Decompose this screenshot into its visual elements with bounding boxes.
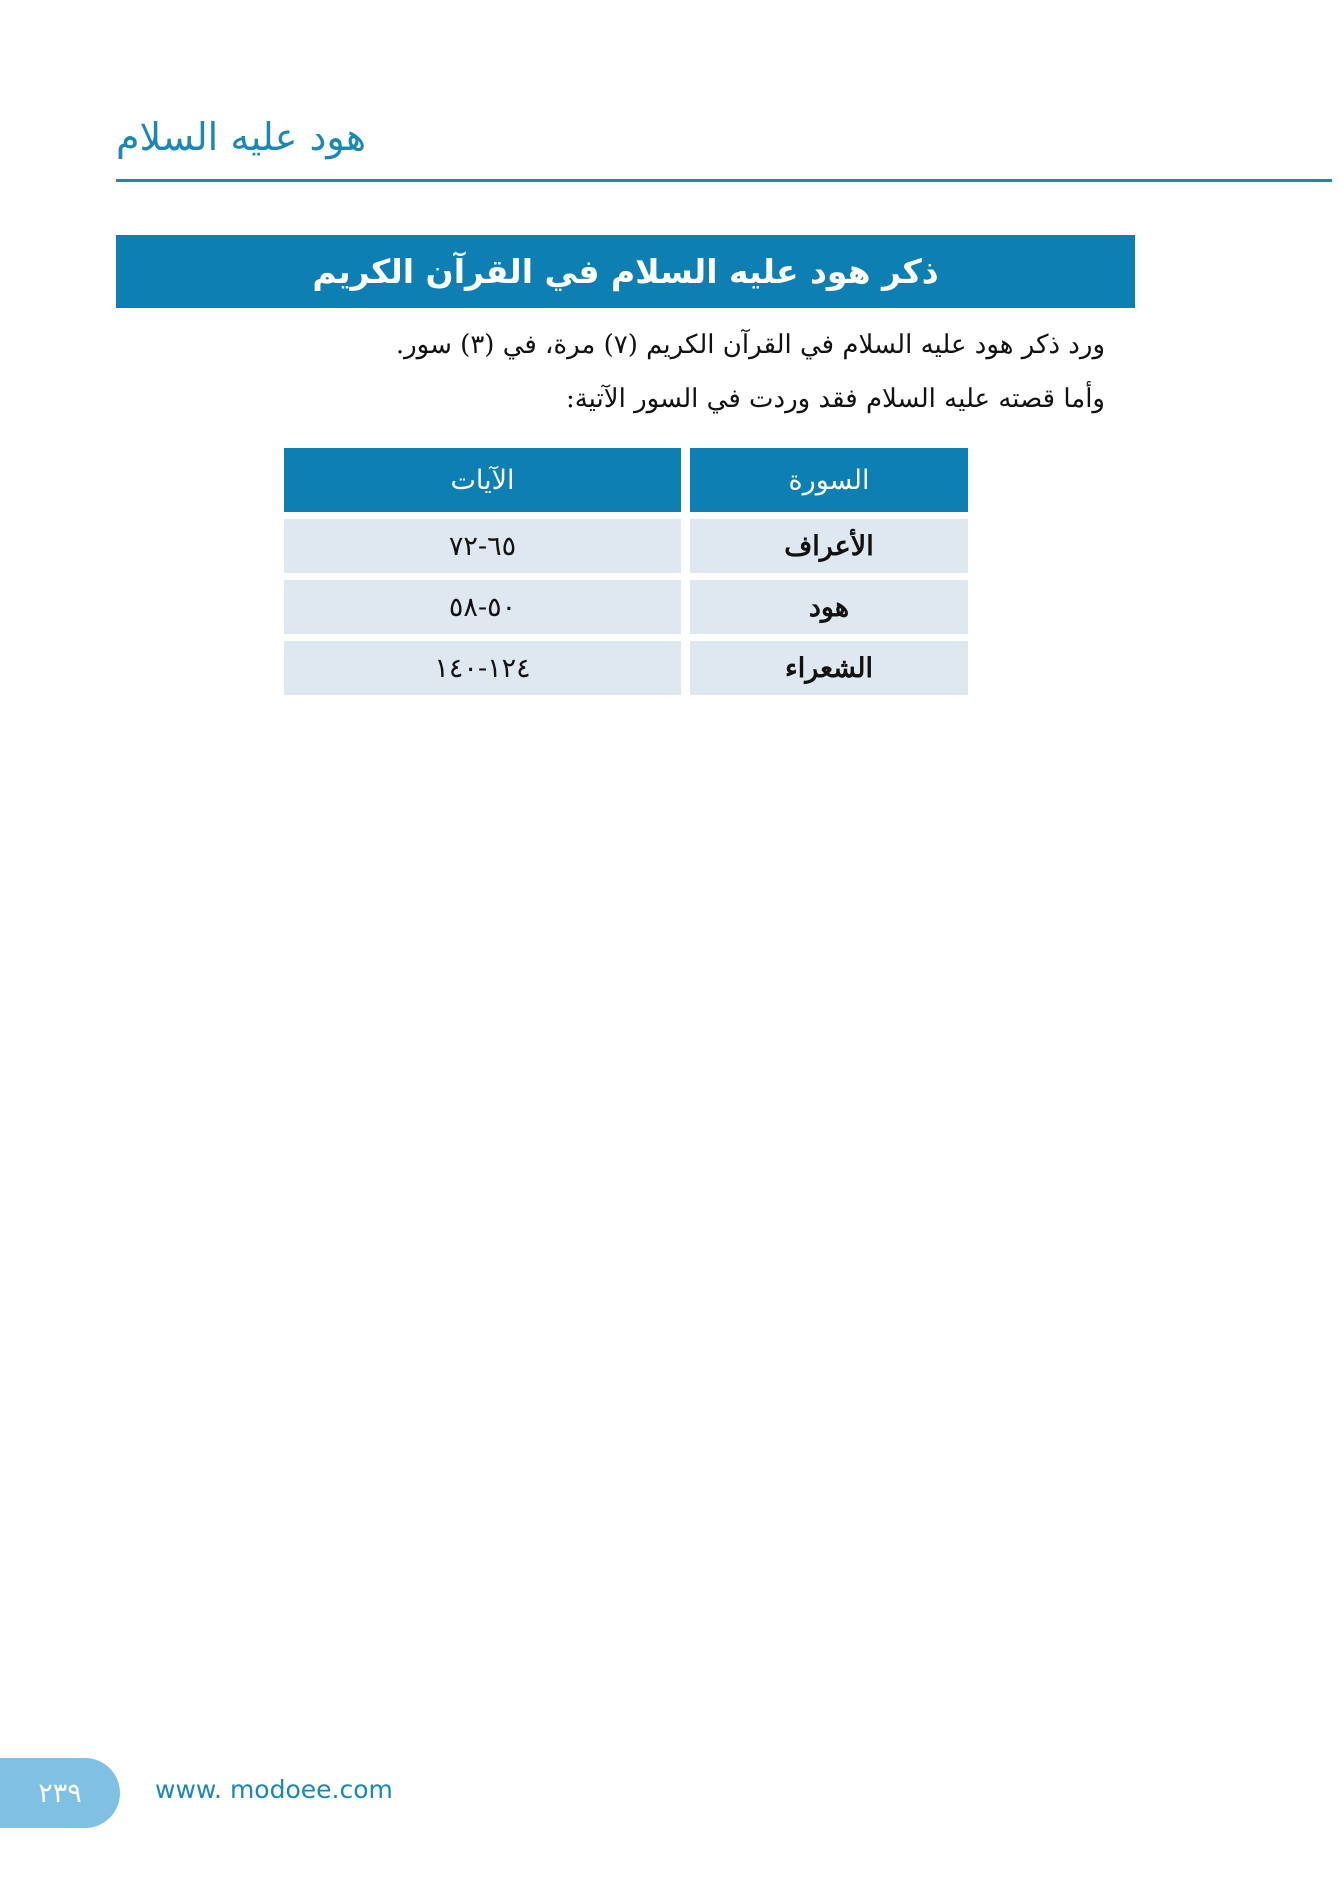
header-surah: السورة [690, 448, 968, 512]
cell-ayat: ٦٥-٧٢ [284, 519, 681, 573]
header-ayat: الآيات [284, 448, 681, 512]
section-title-banner [116, 235, 1135, 308]
running-title: هود عليه السلام [116, 115, 367, 159]
section-title: ذكر هود عليه السلام في القرآن الكريم [312, 252, 939, 291]
page-number: ٢٣٩ [38, 1777, 82, 1809]
table-row [284, 519, 968, 573]
surah-table [284, 448, 968, 702]
cell-ayat: ٥٠-٥٨ [284, 580, 681, 634]
website-link[interactable]: www. modoee.com [155, 1775, 393, 1804]
cell-ayat: ١٢٤-١٤٠ [284, 641, 681, 695]
cell-surah: الأعراف [690, 519, 968, 573]
header-rule [116, 179, 1332, 182]
page-number-tab [0, 1758, 120, 1828]
paragraph-story: وأما قصته عليه السلام فقد وردت في السور الآتية: [565, 384, 1105, 414]
paragraph-mentions: ورد ذكر هود عليه السلام في القرآن الكريم (٧) مرة، في (٣) سور. [395, 330, 1105, 360]
cell-surah: الشعراء [690, 641, 968, 695]
table-row [284, 641, 968, 695]
table-header-row [284, 448, 968, 512]
table-row [284, 580, 968, 634]
cell-surah: هود [690, 580, 968, 634]
